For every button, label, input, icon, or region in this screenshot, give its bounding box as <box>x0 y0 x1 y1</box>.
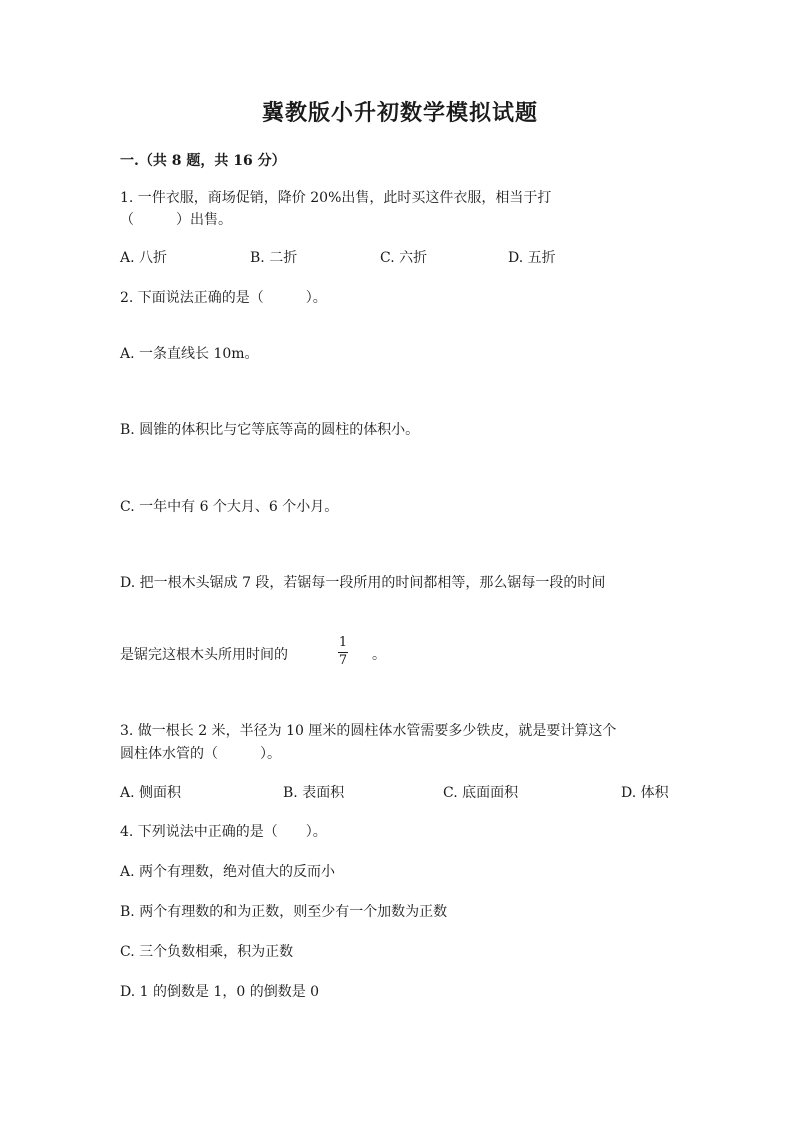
question-3-stem-line1: 3. 做一根长 2 米，半径为 10 厘米的圆柱体水管需要多少铁皮，就是要计算这个 <box>120 723 617 739</box>
fraction-numerator: 1 <box>338 635 348 650</box>
question-3-option-a: A. 侧面积 <box>120 785 182 801</box>
question-1-stem-line1: 1. 一件衣服，商场促销，降价 20%出售，此时买这件衣服，相当于打 <box>120 190 552 206</box>
question-2-option-d-line2: 是锯完这根木头所用时间的 <box>120 647 288 663</box>
question-2-option-a: A. 一条直线长 10m。 <box>120 346 259 362</box>
question-4-option-d: D. 1 的倒数是 1，0 的倒数是 0 <box>120 984 320 1000</box>
question-3-option-d: D. 体积 <box>621 785 669 801</box>
question-1-option-c: C. 六折 <box>380 250 428 266</box>
question-2-stem: 2. 下面说法正确的是（ ）。 <box>120 290 327 306</box>
question-1-option-a: A. 八折 <box>120 250 168 266</box>
page-title: 冀教版小升初数学模拟试题 <box>261 100 538 126</box>
section-heading: 一.（共 8 题，共 16 分） <box>120 153 286 169</box>
question-4-option-a: A. 两个有理数，绝对值大的反而小 <box>120 864 336 880</box>
question-4-option-c: C. 三个负数相乘，积为正数 <box>120 944 294 960</box>
fraction-denominator: 7 <box>338 653 348 668</box>
question-1-stem-line2: （ ）出售。 <box>120 212 232 228</box>
question-3-option-b: B. 表面积 <box>283 785 345 801</box>
question-2-option-b: B. 圆锥的体积比与它等底等高的圆柱的体积小。 <box>120 422 420 438</box>
question-2-option-d-line1: D. 把一根木头锯成 7 段，若锯每一段所用的时间都相等，那么锯每一段的时间 <box>120 575 606 591</box>
fraction-one-seventh <box>338 636 348 668</box>
question-2-option-c: C. 一年中有 6 个大月、6 个小月。 <box>120 499 339 515</box>
question-3-stem-line2: 圆柱体水管的（ ）。 <box>120 746 281 762</box>
question-4-stem: 4. 下列说法中正确的是（ ）。 <box>120 824 327 840</box>
question-2-option-d-end: 。 <box>372 647 386 663</box>
question-4-option-b: B. 两个有理数的和为正数，则至少有一个加数为正数 <box>120 904 448 920</box>
question-3-option-c: C. 底面面积 <box>443 785 519 801</box>
question-1-option-d: D. 五折 <box>508 250 556 266</box>
question-1-option-b: B. 二折 <box>250 250 298 266</box>
